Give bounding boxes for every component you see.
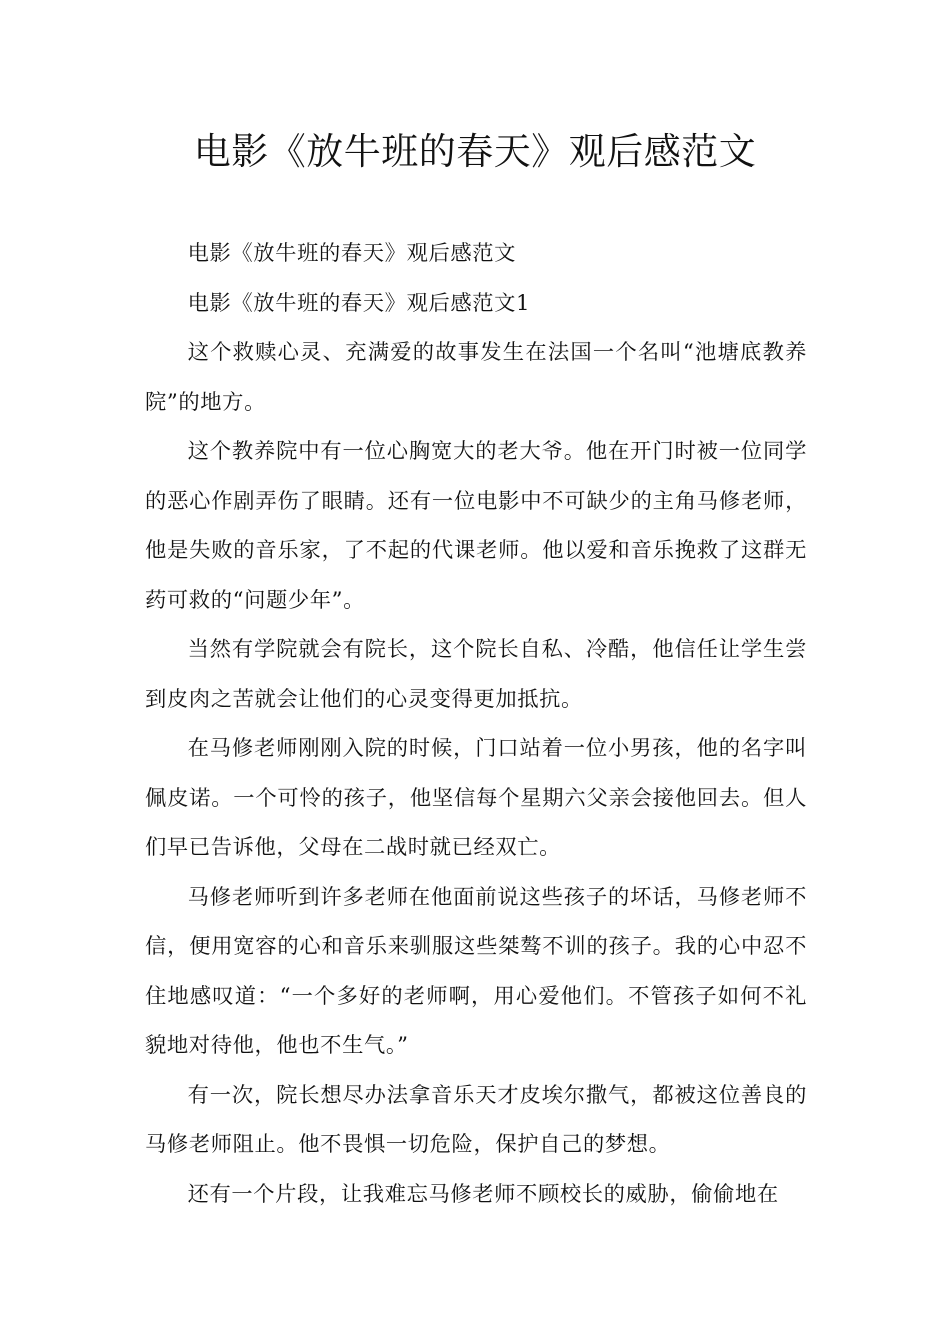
paragraph: 当然有学院就会有院长，这个院长自私、冷酷，他信任让学生尝到皮肉之苦就会让他们的心灵变得更加抵抗。 bbox=[145, 637, 807, 712]
paragraph: 马修老师听到许多老师在他面前说这些孩子的坏话，马修老师不信，便用宽容的心和音乐来驯服这些桀骜不训的孩子。我的心中忍不住地感叹道：“一个多好的老师啊，用心爱他们。不管孩子如何不礼貌地对待他，他也不生气。” bbox=[145, 884, 807, 1058]
document-body bbox=[145, 229, 807, 1219]
paragraph: 在马修老师刚刚入院的时候，门口站着一位小男孩，他的名字叫佩皮诺。一个可怜的孩子，他坚信每个星期六父亲会接他回去。但人们早已告诉他，父母在二战时就已经双亡。 bbox=[145, 736, 807, 860]
paragraph: 还有一个片段，让我难忘马修老师不顾校长的威胁，偷偷地在 bbox=[187, 1181, 779, 1207]
paragraph-section-heading: 电影《放牛班的春天》观后感范文1 bbox=[187, 290, 531, 316]
paragraph: 这个救赎心灵、充满爱的故事发生在法国一个名叫“池塘底教养院”的地方。 bbox=[145, 340, 807, 415]
document-title: 电影《放牛班的春天》观后感范文 bbox=[193, 130, 757, 173]
paragraph-subtitle: 电影《放牛班的春天》观后感范文 bbox=[187, 241, 517, 266]
paragraph: 这个教养院中有一位心胸宽大的老大爷。他在开门时被一位同学的恶心作剧弄伤了眼睛。还有一位电影中不可缺少的主角马修老师，他是失败的音乐家，了不起的代课老师。他以爱和音乐挽救了这群无药可救的“问题少年”。 bbox=[145, 439, 807, 613]
paragraph: 有一次，院长想尽办法拿音乐天才皮埃尔撒气，都被这位善良的马修老师阻止。他不畏惧一切危险，保护自己的梦想。 bbox=[145, 1082, 807, 1157]
